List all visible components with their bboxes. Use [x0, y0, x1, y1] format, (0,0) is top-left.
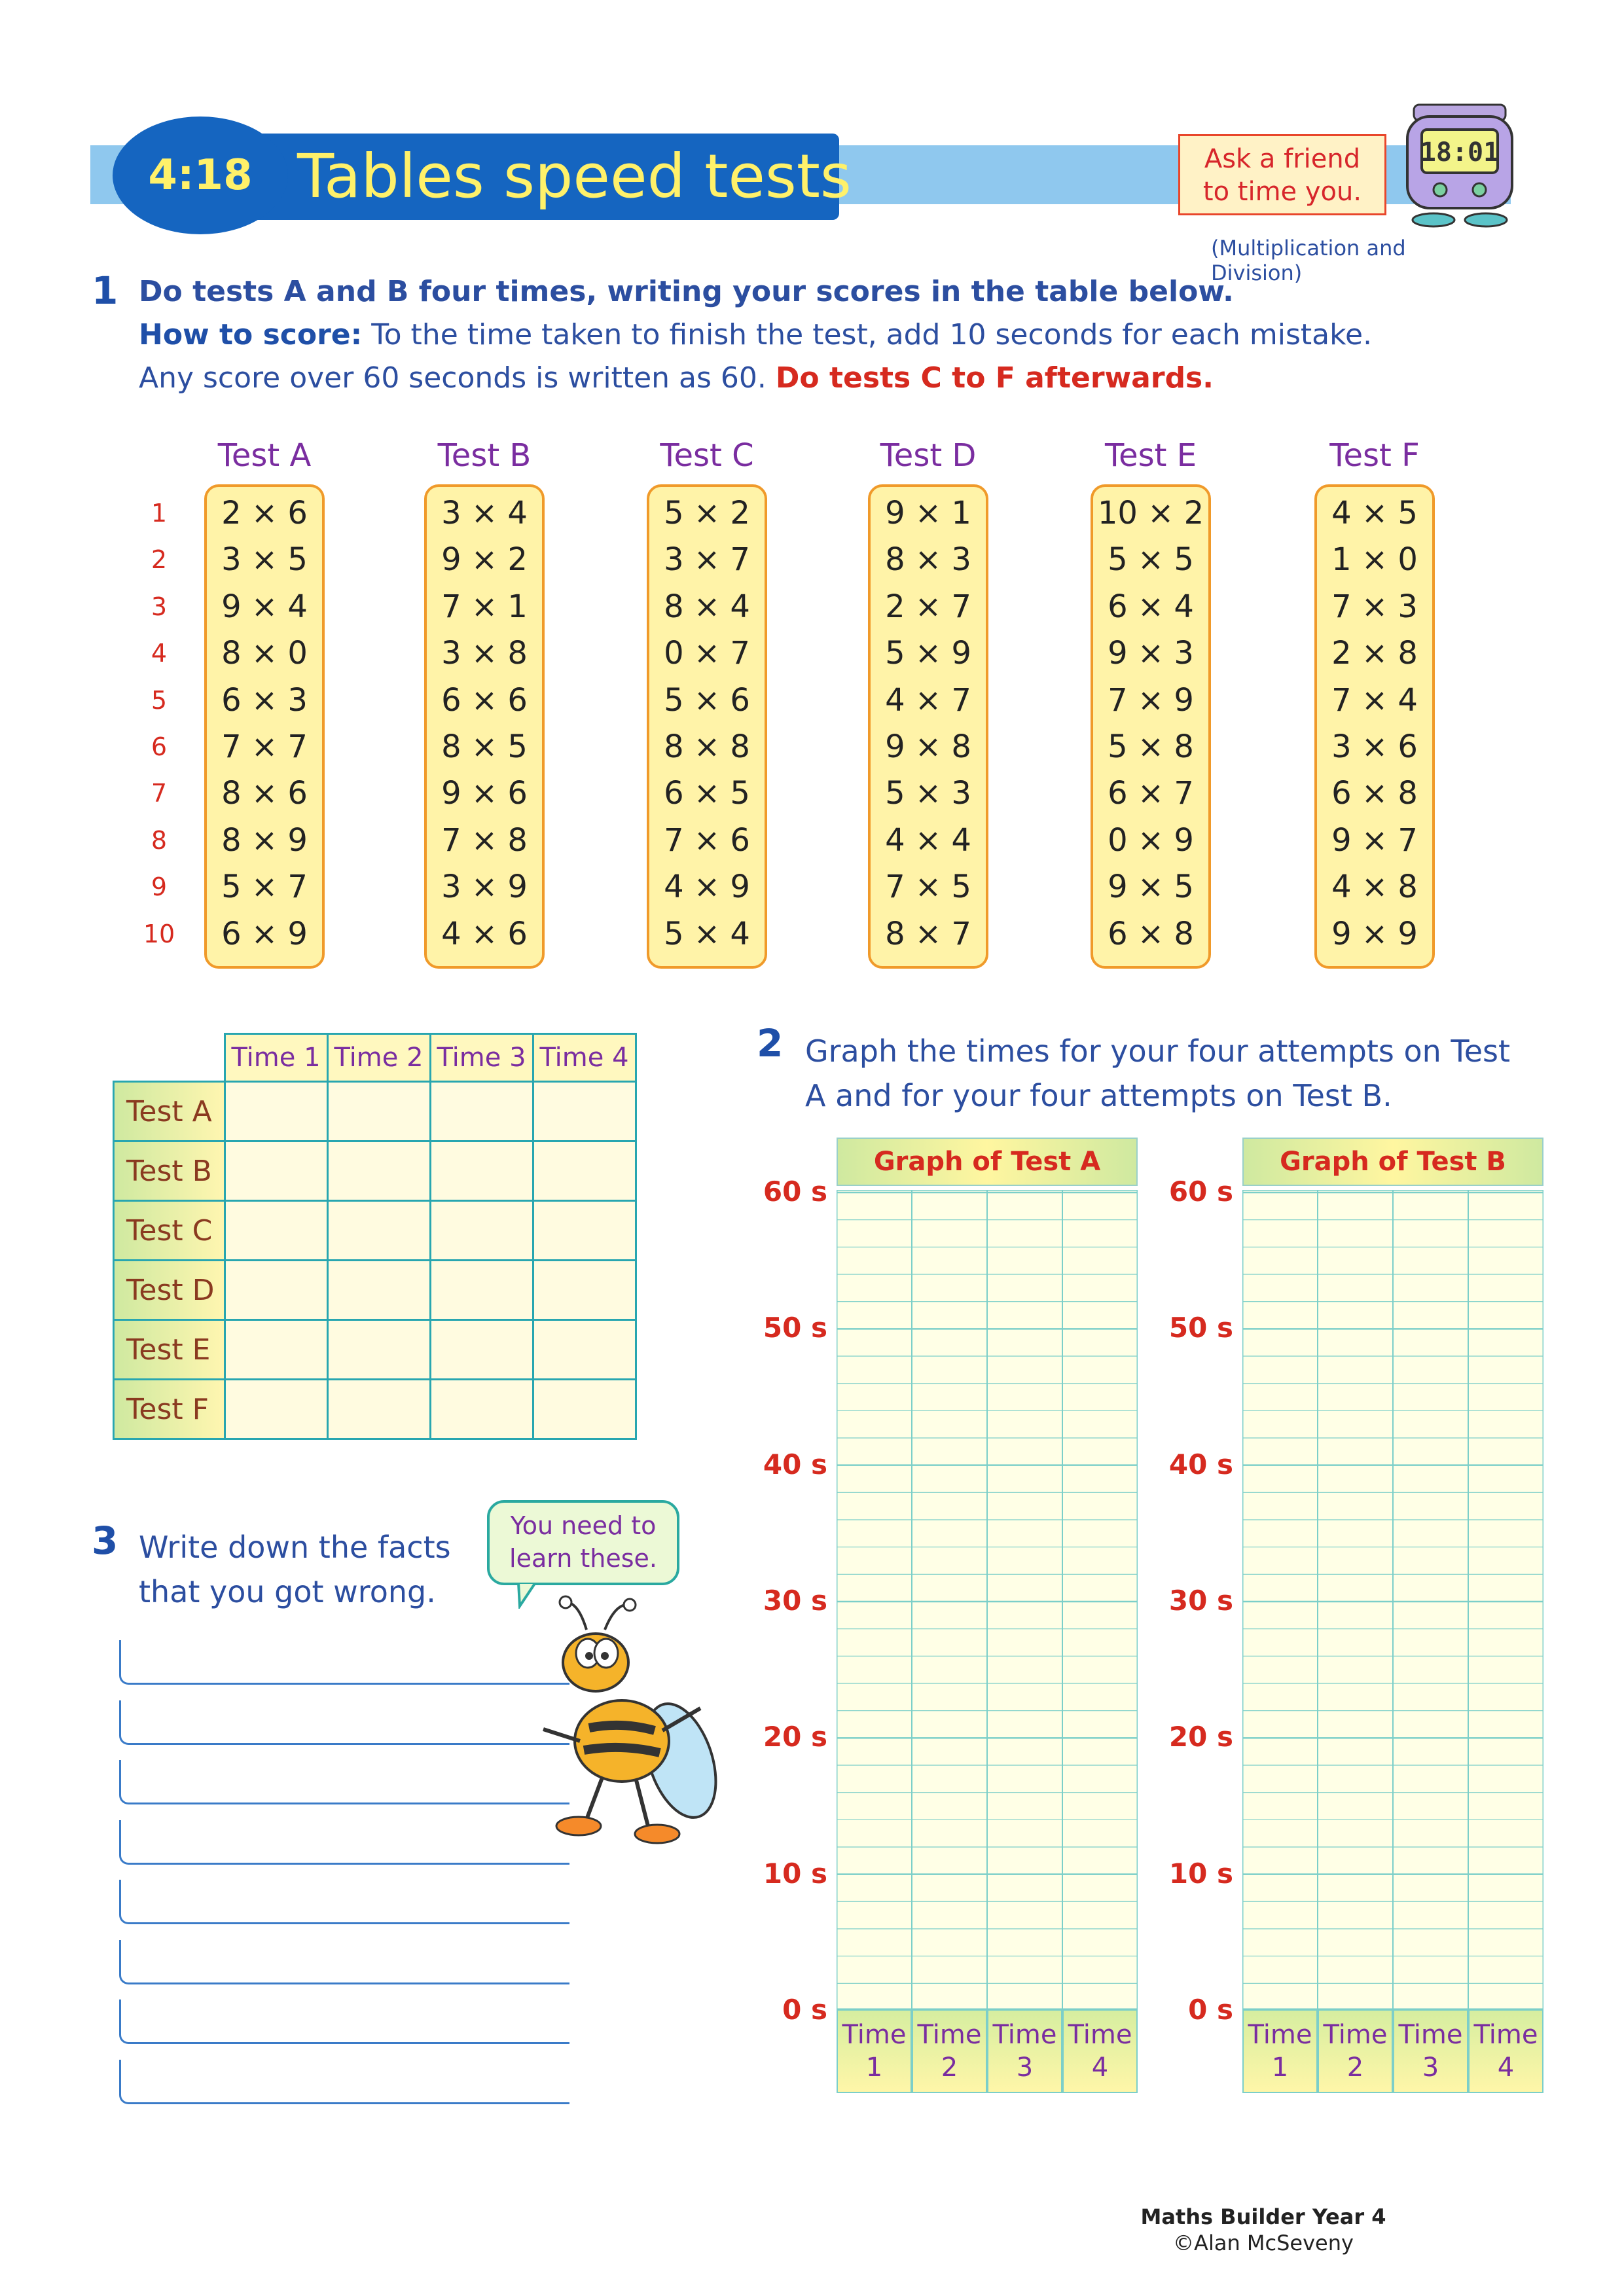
test-fact: 9 × 2	[441, 541, 528, 579]
q3-line2: that you got wrong.	[139, 1574, 436, 1609]
test-fact: 8 × 0	[221, 635, 308, 672]
x-axis-label	[1393, 2009, 1468, 2093]
q3-instruction	[139, 1525, 505, 1614]
y-axis-label: 50 s	[763, 1312, 827, 1344]
score-header-time-1: Time 1	[225, 1034, 327, 1082]
test-fact: 9 × 6	[441, 775, 528, 812]
x-axis-label-number: 2	[1346, 2053, 1364, 2083]
y-axis-label: 50 s	[1168, 1312, 1233, 1344]
question-row-number: 5	[151, 685, 168, 715]
score-cell[interactable]	[533, 1320, 636, 1380]
test-fact: 6 × 8	[1108, 915, 1194, 952]
score-cell[interactable]	[533, 1141, 636, 1201]
test-fact: 3 × 4	[441, 495, 528, 531]
clock-display-text: 18:01	[1420, 137, 1500, 168]
test-fact: 8 × 3	[885, 541, 971, 579]
score-row-label: Test F	[114, 1380, 225, 1439]
test-fact: 8 × 4	[664, 588, 750, 625]
speech-bubble	[487, 1500, 679, 1585]
y-axis-label: 40 s	[1168, 1448, 1233, 1480]
score-cell[interactable]	[327, 1141, 430, 1201]
test-fact: 7 × 9	[1108, 681, 1194, 719]
test-fact: 1 × 0	[1331, 541, 1418, 579]
x-axis-label-word: Time	[992, 2020, 1057, 2050]
x-axis-label	[987, 2009, 1062, 2093]
test-fact: 8 × 5	[441, 728, 528, 765]
score-row-label: Test B	[114, 1141, 225, 1201]
score-cell[interactable]	[533, 1380, 636, 1439]
test-fact: 9 × 1	[885, 495, 971, 531]
score-cell[interactable]	[225, 1201, 327, 1261]
test-fact: 2 × 7	[885, 588, 971, 625]
score-note-red: Do tests C to F afterwards.	[775, 361, 1214, 395]
y-axis-label: 60 s	[1168, 1175, 1233, 1208]
q3-line1: Write down the facts	[139, 1530, 451, 1565]
test-fact: 7 × 8	[441, 821, 528, 859]
test-fact: 0 × 7	[664, 635, 750, 672]
test-fact: 10 × 2	[1097, 495, 1204, 531]
q1-instruction: Do tests A and B four times, writing your scores in the table below.	[139, 275, 1234, 308]
question-2-number: 2	[757, 1021, 784, 1066]
test-fact: 8 × 6	[221, 775, 308, 812]
score-cell[interactable]	[225, 1380, 327, 1439]
x-axis-label	[1062, 2009, 1138, 2093]
test-fact: 5 × 8	[1108, 728, 1194, 765]
test-fact: 3 × 9	[441, 869, 528, 906]
test-heading: Test D	[880, 437, 977, 474]
test-fact: 5 × 7	[221, 869, 308, 906]
how-to-score-text: To the time taken to finish the test, add 10 seconds for each mistake.	[371, 318, 1373, 351]
score-cell[interactable]	[430, 1380, 533, 1439]
score-cell[interactable]	[430, 1141, 533, 1201]
x-axis-label-word: Time	[917, 2020, 982, 2050]
x-axis-label-word: Time	[1248, 2020, 1312, 2050]
score-cell[interactable]	[430, 1320, 533, 1380]
test-fact: 4 × 4	[885, 821, 971, 859]
bubble-line2: learn these.	[509, 1544, 657, 1573]
table-row	[114, 1380, 636, 1439]
question-row-number: 6	[151, 732, 168, 761]
friend-note	[1178, 134, 1386, 215]
table-row	[114, 1261, 636, 1320]
x-axis-label-number: 1	[865, 2053, 883, 2083]
test-fact: 4 × 7	[885, 681, 971, 719]
test-fact: 5 × 9	[885, 635, 971, 672]
question-1-number: 1	[92, 268, 118, 313]
question-row-number: 10	[143, 919, 175, 948]
score-cell[interactable]	[225, 1261, 327, 1320]
score-row-label: Test D	[114, 1261, 225, 1320]
question-row-number: 2	[151, 545, 168, 575]
test-fact: 9 × 5	[1108, 869, 1194, 906]
question-row-number: 7	[151, 779, 168, 808]
graph-grid[interactable]	[1242, 1190, 1543, 2009]
y-axis-label: 0 s	[782, 1994, 827, 2026]
table-row	[114, 1320, 636, 1380]
footer-book-title: Maths Builder Year 4	[1140, 2204, 1386, 2229]
x-axis-label	[1318, 2009, 1393, 2093]
x-axis-label-number: 3	[1016, 2053, 1034, 2083]
y-axis-label: 60 s	[763, 1175, 827, 1208]
x-axis-label-word: Time	[842, 2020, 907, 2050]
test-fact: 5 × 6	[664, 681, 750, 719]
y-axis-label: 20 s	[763, 1721, 827, 1753]
bubble-line1: You need to	[510, 1511, 657, 1540]
score-row-label: Test C	[114, 1201, 225, 1261]
test-fact: 5 × 3	[885, 775, 971, 812]
test-fact: 7 × 4	[1331, 681, 1418, 719]
test-fact: 3 × 7	[664, 541, 750, 579]
score-table	[113, 1033, 637, 1440]
test-fact: 9 × 7	[1331, 821, 1418, 859]
x-axis-label-number: 4	[1497, 2053, 1515, 2083]
test-fact: 2 × 6	[221, 495, 308, 531]
test-fact: 3 × 5	[221, 541, 308, 579]
test-fact: 4 × 9	[664, 869, 750, 906]
test-heading: Test C	[660, 437, 754, 474]
table-row	[114, 1141, 636, 1201]
test-heading: Test A	[217, 437, 312, 474]
test-fact: 6 × 5	[664, 775, 750, 812]
score-note-text: Any score over 60 seconds is written as 60.	[139, 361, 767, 395]
y-axis-label: 20 s	[1168, 1721, 1233, 1753]
x-axis-label-word: Time	[1068, 2020, 1132, 2050]
test-fact: 8 × 9	[221, 821, 308, 859]
answer-line[interactable]	[119, 1640, 569, 1685]
friend-note-line1: Ask a friend	[1204, 144, 1361, 174]
score-cell[interactable]	[327, 1201, 430, 1261]
test-fact: 6 × 7	[1108, 775, 1194, 812]
test-fact: 9 × 9	[1331, 915, 1418, 952]
section-number: 4:18	[148, 151, 253, 200]
test-fact: 4 × 8	[1331, 869, 1418, 906]
table-row	[114, 1201, 636, 1261]
table-row	[114, 1082, 636, 1141]
x-axis-label	[1468, 2009, 1543, 2093]
test-fact: 9 × 3	[1108, 635, 1194, 672]
test-fact: 7 × 5	[885, 869, 971, 906]
test-fact: 4 × 5	[1331, 495, 1418, 531]
q2-instruction: Graph the times for your four attempts on Test A and for your four attempts on Test B.	[805, 1033, 1511, 1113]
test-fact: 9 × 8	[885, 728, 971, 765]
test-fact: 2 × 8	[1331, 635, 1418, 672]
test-fact: 6 × 9	[221, 915, 308, 952]
y-axis-label: 10 s	[763, 1857, 827, 1890]
question-row-number: 3	[151, 592, 168, 621]
question-row-number: 1	[151, 499, 168, 528]
graph-title: Graph of Test B	[1242, 1138, 1543, 1186]
test-fact: 3 × 8	[441, 635, 528, 672]
y-axis-label: 40 s	[763, 1448, 827, 1480]
x-axis-label-word: Time	[1323, 2020, 1388, 2050]
score-cell[interactable]	[327, 1082, 430, 1141]
score-cell[interactable]	[327, 1261, 430, 1320]
friend-note-line2: to time you.	[1202, 177, 1362, 207]
answer-line[interactable]	[119, 2000, 569, 2044]
test-fact: 5 × 2	[664, 495, 750, 531]
score-header-time-3: Time 3	[430, 1034, 533, 1082]
score-header-time-2: Time 2	[327, 1034, 430, 1082]
x-axis-label-number: 4	[1091, 2053, 1109, 2083]
test-heading: Test B	[437, 437, 532, 474]
test-fact: 8 × 7	[885, 915, 971, 952]
answer-line[interactable]	[119, 1820, 569, 1865]
score-cell[interactable]	[327, 1380, 430, 1439]
answer-line[interactable]	[119, 2060, 569, 2104]
q1-how-to-score	[139, 318, 1372, 351]
score-row-label: Test E	[114, 1320, 225, 1380]
test-fact: 5 × 4	[664, 915, 750, 952]
score-row-label: Test A	[114, 1082, 225, 1141]
answer-line[interactable]	[119, 1880, 569, 1924]
y-axis-label: 30 s	[1168, 1585, 1233, 1617]
score-header-time-4: Time 4	[533, 1034, 636, 1082]
question-3-number: 3	[92, 1518, 118, 1563]
y-axis-label: 10 s	[1168, 1857, 1233, 1890]
score-cell[interactable]	[430, 1201, 533, 1261]
footer-copyright: ©Alan McSeveny	[1173, 2231, 1354, 2255]
x-axis-label-number: 2	[941, 2053, 958, 2083]
x-axis-label-word: Time	[1398, 2020, 1463, 2050]
x-axis-label-number: 1	[1271, 2053, 1289, 2083]
test-heading: Test F	[1329, 437, 1420, 474]
question-row-number: 9	[151, 872, 168, 902]
graph-title: Graph of Test A	[837, 1138, 1138, 1186]
q1-score-note	[139, 361, 1214, 395]
bee-mascot-icon	[524, 1590, 733, 1865]
test-fact: 6 × 6	[441, 681, 528, 719]
test-fact: 6 × 4	[1108, 588, 1194, 625]
how-to-score-label: How to score:	[139, 318, 363, 351]
test-fact: 0 × 9	[1108, 821, 1194, 859]
graph-grid[interactable]	[837, 1190, 1138, 2009]
score-table-corner	[114, 1034, 225, 1082]
test-fact: 7 × 6	[664, 821, 750, 859]
score-cell[interactable]	[533, 1201, 636, 1261]
y-axis-label: 0 s	[1188, 1994, 1233, 2026]
answer-line[interactable]	[119, 1700, 569, 1745]
test-fact: 5 × 5	[1108, 541, 1194, 579]
subtitle: (Multiplication and Division)	[1211, 236, 1406, 285]
answer-line[interactable]	[119, 1940, 569, 1984]
question-row-number: 4	[151, 639, 168, 668]
score-cell[interactable]	[225, 1320, 327, 1380]
page-title: Tables speed tests	[297, 141, 852, 211]
question-row-number: 8	[151, 825, 168, 855]
score-table-header	[114, 1034, 636, 1082]
score-cell[interactable]	[430, 1082, 533, 1141]
x-axis-label	[912, 2009, 987, 2093]
test-heading: Test E	[1104, 437, 1197, 474]
score-cell[interactable]	[430, 1261, 533, 1320]
y-axis-label: 30 s	[763, 1585, 827, 1617]
test-fact: 9 × 4	[221, 588, 308, 625]
x-axis-label	[837, 2009, 912, 2093]
score-cell[interactable]	[225, 1082, 327, 1141]
score-cell[interactable]	[533, 1261, 636, 1320]
answer-line[interactable]	[119, 1760, 569, 1804]
test-fact: 7 × 7	[221, 728, 308, 765]
score-cell[interactable]	[225, 1141, 327, 1201]
x-axis-label	[1242, 2009, 1318, 2093]
score-cell[interactable]	[327, 1320, 430, 1380]
score-cell[interactable]	[533, 1082, 636, 1141]
test-fact: 6 × 3	[221, 681, 308, 719]
test-fact: 8 × 8	[664, 728, 750, 765]
x-axis-label-word: Time	[1473, 2020, 1538, 2050]
test-fact: 4 × 6	[441, 915, 528, 952]
test-fact: 7 × 1	[441, 588, 528, 625]
clock-character-icon	[1394, 98, 1525, 229]
test-fact: 7 × 3	[1331, 588, 1418, 625]
test-fact: 6 × 8	[1331, 775, 1418, 812]
x-axis-label-number: 3	[1422, 2053, 1439, 2083]
test-fact: 3 × 6	[1331, 728, 1418, 765]
